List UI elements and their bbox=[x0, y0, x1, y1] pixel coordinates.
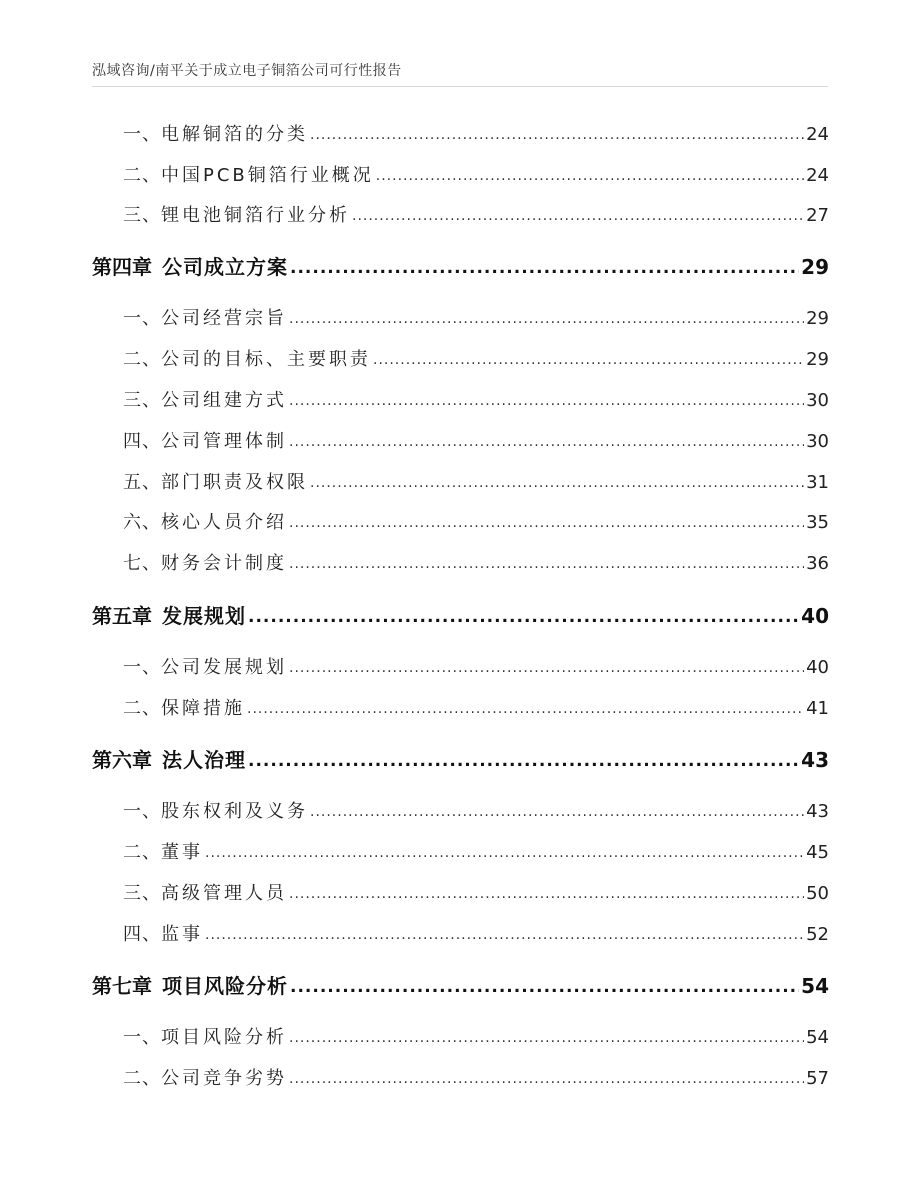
toc-entry-page: 40 bbox=[806, 657, 829, 678]
toc-entry-title: 项目风险分析 bbox=[161, 1027, 287, 1048]
toc-entry-title: 公司管理体制 bbox=[161, 431, 287, 452]
toc-entry-title: 财务会计制度 bbox=[161, 553, 287, 574]
toc-entry[interactable] bbox=[92, 551, 829, 578]
toc-entry-page: 45 bbox=[806, 842, 829, 863]
toc-entry[interactable] bbox=[92, 388, 829, 415]
toc-entry-page: 52 bbox=[806, 924, 829, 945]
toc-chapter-title: 发展规划 bbox=[162, 604, 246, 628]
toc-entry-title: 电解铜箔的分类 bbox=[161, 124, 308, 145]
toc-dot-leader bbox=[289, 550, 804, 577]
toc-entry[interactable] bbox=[92, 655, 829, 682]
toc-entry-page: 36 bbox=[806, 553, 829, 574]
toc-dot-leader bbox=[289, 509, 804, 536]
toc-entry-number: 四、 bbox=[123, 924, 161, 945]
toc-dot-leader bbox=[373, 346, 804, 373]
toc-dot-leader bbox=[310, 121, 804, 148]
toc-dot-leader bbox=[248, 746, 799, 774]
toc-entry-page: 24 bbox=[806, 124, 829, 145]
toc-entry-number: 二、 bbox=[123, 349, 161, 370]
toc-entry-number: 五、 bbox=[123, 472, 161, 493]
toc-entry-title: 部门职责及权限 bbox=[161, 472, 308, 493]
toc-dot-leader bbox=[289, 305, 804, 332]
toc-chapter-title: 法人治理 bbox=[162, 748, 246, 772]
toc-entry[interactable] bbox=[92, 203, 829, 230]
toc-entry-number: 一、 bbox=[123, 801, 161, 822]
toc-dot-leader bbox=[289, 880, 804, 907]
toc-entry-page: 30 bbox=[806, 390, 829, 411]
toc-entry-title: 中国PCB铜箔行业概况 bbox=[161, 165, 374, 186]
toc-chapter-title: 公司成立方案 bbox=[162, 255, 288, 279]
toc-entry-page: 35 bbox=[806, 512, 829, 533]
toc-entry-number: 七、 bbox=[123, 553, 161, 574]
toc-chapter-number: 第四章 bbox=[92, 255, 152, 279]
toc-entry-title: 高级管理人员 bbox=[161, 883, 287, 904]
toc-entry-page: 29 bbox=[806, 349, 829, 370]
toc-entry[interactable] bbox=[92, 1066, 829, 1093]
toc-entry-title: 核心人员介绍 bbox=[161, 512, 287, 533]
running-header: 泓域咨询/南平关于成立电子铜箔公司可行性报告 bbox=[92, 63, 402, 79]
toc-chapter[interactable] bbox=[92, 603, 829, 631]
toc-entry-title: 董事 bbox=[161, 842, 203, 863]
toc-entry[interactable] bbox=[92, 163, 829, 190]
toc-entry[interactable] bbox=[92, 306, 829, 333]
toc-entry-title: 公司竞争劣势 bbox=[161, 1068, 287, 1089]
toc-dot-leader bbox=[205, 921, 804, 948]
toc-entry-page: 43 bbox=[806, 801, 829, 822]
toc-chapter-number: 第五章 bbox=[92, 604, 152, 628]
toc-dot-leader bbox=[247, 695, 804, 722]
toc-entry[interactable] bbox=[92, 840, 829, 867]
toc-entry-number: 三、 bbox=[123, 883, 161, 904]
toc-entry-number: 六、 bbox=[123, 512, 161, 533]
toc-entry-page: 41 bbox=[806, 698, 829, 719]
toc-entry-title: 公司的目标、主要职责 bbox=[161, 349, 371, 370]
toc-chapter-title: 项目风险分析 bbox=[162, 974, 288, 998]
toc-dot-leader bbox=[310, 469, 804, 496]
toc-dot-leader bbox=[290, 972, 799, 1000]
toc-entry-number: 二、 bbox=[123, 842, 161, 863]
toc-entry[interactable] bbox=[92, 799, 829, 826]
toc-entry-title: 保障措施 bbox=[161, 698, 245, 719]
toc-entry-page: 50 bbox=[806, 883, 829, 904]
toc-entry-number: 二、 bbox=[123, 698, 161, 719]
toc-entry-page: 29 bbox=[806, 308, 829, 329]
toc-entry-number: 三、 bbox=[123, 205, 161, 226]
toc-chapter-page: 54 bbox=[801, 974, 829, 998]
toc-entry-page: 24 bbox=[806, 165, 829, 186]
toc-chapter-page: 29 bbox=[801, 255, 829, 279]
toc-entry[interactable] bbox=[92, 922, 829, 949]
toc-entry[interactable] bbox=[92, 470, 829, 497]
toc-entry[interactable] bbox=[92, 881, 829, 908]
toc-entry-number: 一、 bbox=[123, 124, 161, 145]
header-divider bbox=[92, 86, 828, 87]
toc-entry-number: 二、 bbox=[123, 165, 161, 186]
toc-entry[interactable] bbox=[92, 696, 829, 723]
toc-entry-title: 公司经营宗旨 bbox=[161, 308, 287, 329]
toc-chapter[interactable] bbox=[92, 973, 829, 1001]
toc-entry-number: 四、 bbox=[123, 431, 161, 452]
toc-entry-number: 一、 bbox=[123, 1027, 161, 1048]
toc-entry-page: 54 bbox=[806, 1027, 829, 1048]
toc-chapter-number: 第六章 bbox=[92, 748, 152, 772]
toc-entry-page: 27 bbox=[806, 205, 829, 226]
toc-entry-page: 57 bbox=[806, 1068, 829, 1089]
toc-dot-leader bbox=[289, 1065, 804, 1092]
toc-dot-leader bbox=[376, 162, 804, 189]
toc-dot-leader bbox=[289, 428, 804, 455]
toc-entry-title: 公司发展规划 bbox=[161, 657, 287, 678]
toc-dot-leader bbox=[290, 253, 799, 281]
toc-entry[interactable] bbox=[92, 429, 829, 456]
toc-dot-leader bbox=[205, 839, 804, 866]
toc-entry-number: 一、 bbox=[123, 308, 161, 329]
toc-chapter[interactable] bbox=[92, 747, 829, 775]
toc-entry-title: 监事 bbox=[161, 924, 203, 945]
toc-chapter-page: 43 bbox=[801, 748, 829, 772]
toc-entry[interactable] bbox=[92, 122, 829, 149]
toc-entry[interactable] bbox=[92, 510, 829, 537]
toc-dot-leader bbox=[289, 387, 804, 414]
toc-dot-leader bbox=[289, 654, 804, 681]
toc-entry-page: 31 bbox=[806, 472, 829, 493]
toc-entry[interactable] bbox=[92, 347, 829, 374]
toc-chapter-number: 第七章 bbox=[92, 974, 152, 998]
toc-dot-leader bbox=[310, 798, 804, 825]
toc-entry[interactable] bbox=[92, 1025, 829, 1052]
toc-entry-number: 三、 bbox=[123, 390, 161, 411]
toc-entry-title: 股东权利及义务 bbox=[161, 801, 308, 822]
toc-chapter[interactable] bbox=[92, 254, 829, 282]
toc-chapter-page: 40 bbox=[801, 604, 829, 628]
toc-dot-leader bbox=[352, 202, 804, 229]
toc-entry-page: 30 bbox=[806, 431, 829, 452]
toc-entry-number: 一、 bbox=[123, 657, 161, 678]
toc-dot-leader bbox=[248, 602, 799, 630]
toc-entry-title: 锂电池铜箔行业分析 bbox=[161, 205, 350, 226]
toc-dot-leader bbox=[289, 1024, 804, 1051]
toc-entry-number: 二、 bbox=[123, 1068, 161, 1089]
toc-entry-title: 公司组建方式 bbox=[161, 390, 287, 411]
